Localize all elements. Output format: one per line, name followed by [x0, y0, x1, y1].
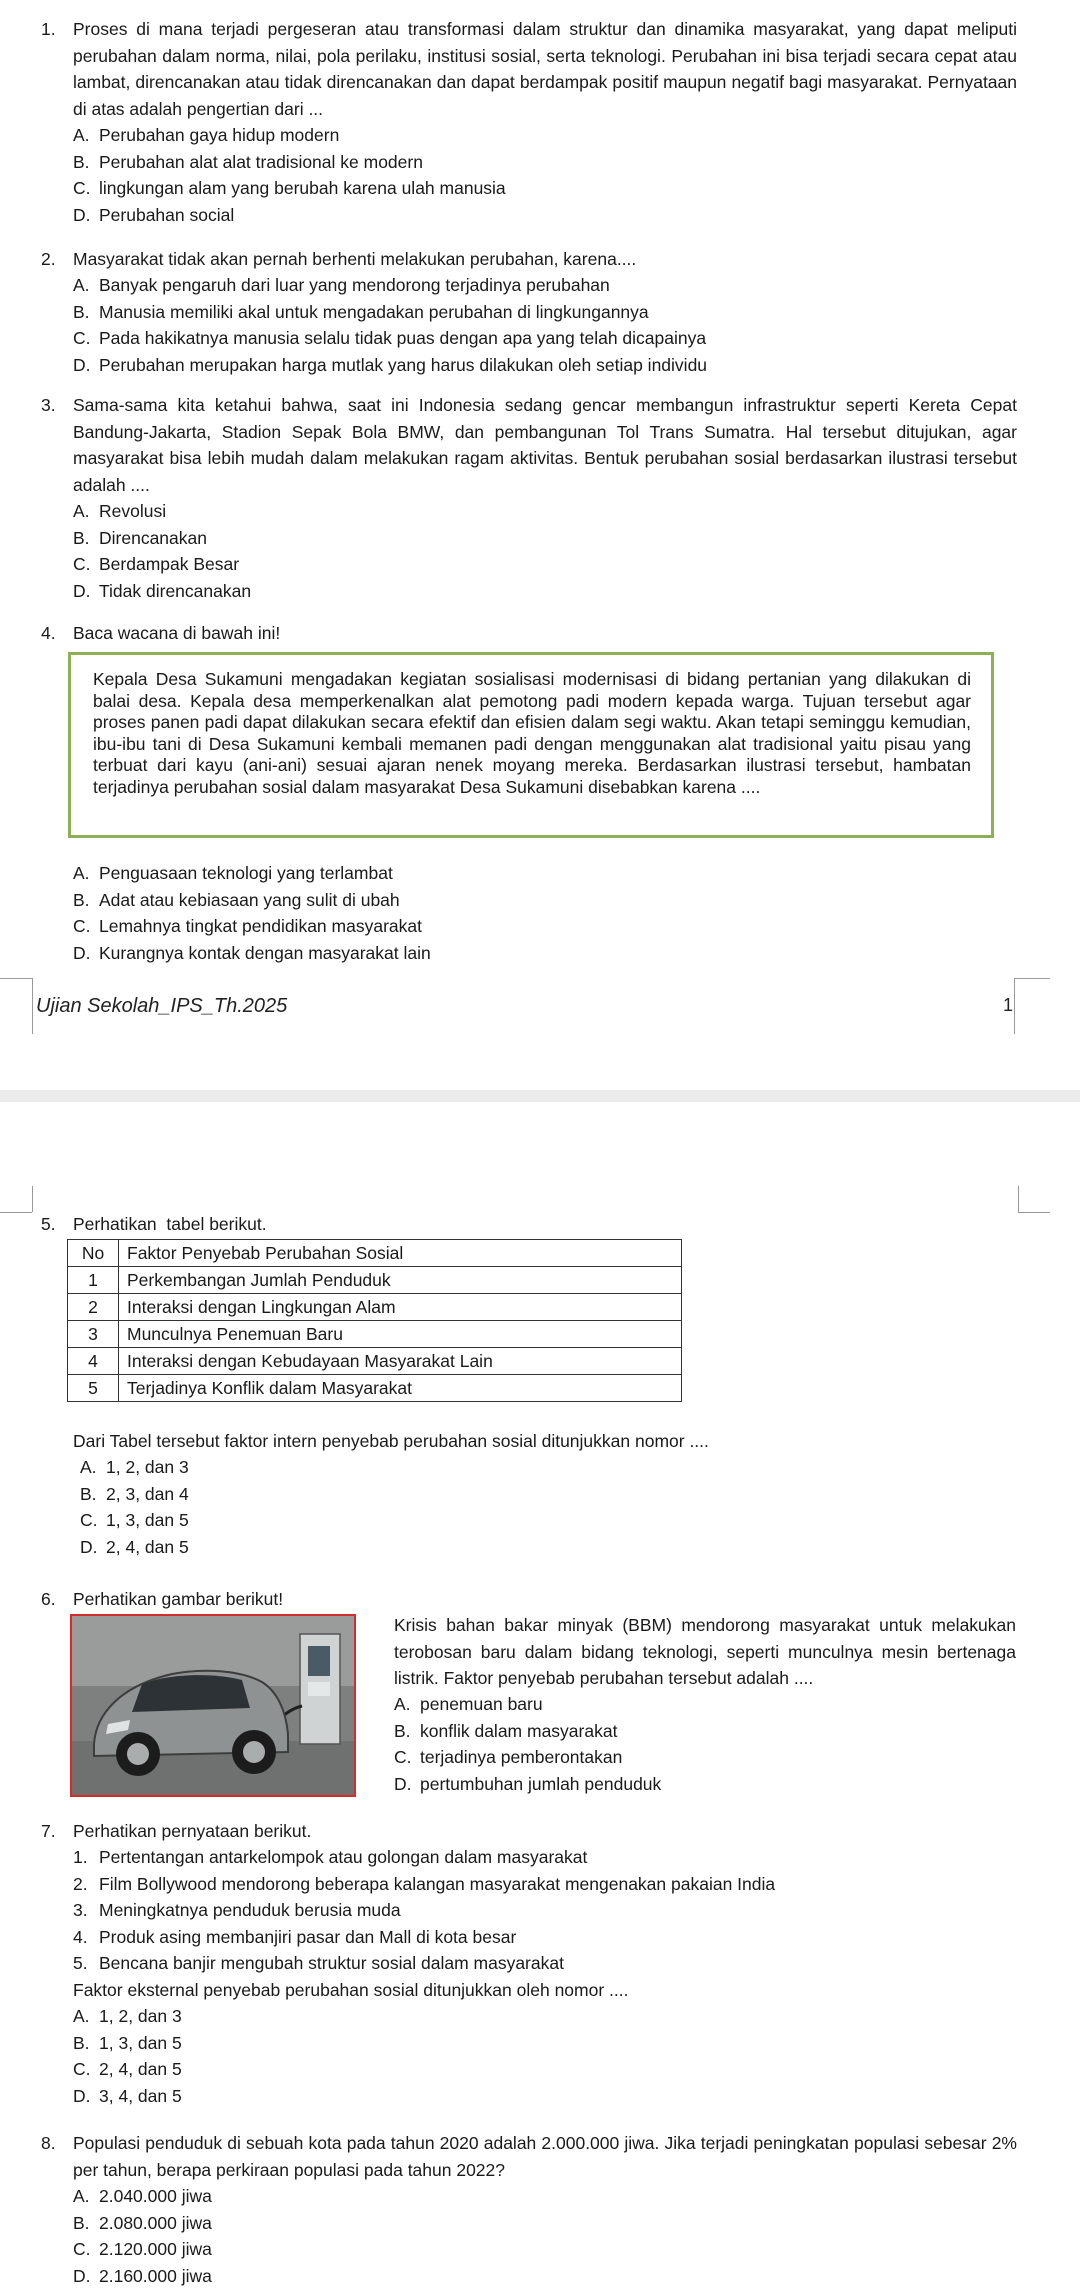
- q8-options: [73, 2183, 212, 2289]
- q4-number: 4.: [41, 623, 56, 643]
- q8-option-d[interactable]: [73, 2263, 212, 2290]
- q2-option-c[interactable]: [73, 325, 707, 352]
- q1-text: Proses di mana terjadi pergeseran atau transformasi dalam struktur dan dinamika masyarakat, yang dapat meliputi perubahan dalam norma, nilai, pola perilaku, institusi sosial, serta teknologi. Perubahan ini bisa terjadi secara cepat atau lambat, direncanakan atau tidak direncanakan dan dapat berdampak positif maupun negatif bagi masyarakat. Pernyataan di atas adalah pengertian dari ...: [73, 19, 1017, 119]
- crop-mark-top-left-vertical: [32, 1186, 33, 1212]
- q2-options: [73, 272, 707, 378]
- q8-text: Populasi penduduk di sebuah kota pada tahun 2020 adalah 2.000.000 jiwa. Jika terjadi peningkatan populasi sebesar 2% per tahun, berapa perkiraan populasi pada tahun 2022?: [73, 2133, 1017, 2180]
- q6-option-c[interactable]: [394, 1744, 661, 1771]
- option-letter: B.: [80, 1483, 97, 1504]
- option-text: Banyak pengaruh dari luar yang mendorong terjadinya perubahan: [99, 275, 610, 295]
- factor-table: [67, 1239, 682, 1402]
- option-letter: B.: [73, 2212, 90, 2233]
- option-letter: B.: [394, 1720, 411, 1741]
- q2-option-b[interactable]: [73, 299, 707, 326]
- q7-statements: [73, 1844, 775, 1977]
- q7-statement: [73, 1924, 775, 1951]
- q1-number: 1.: [41, 19, 56, 39]
- q5-option-b[interactable]: [80, 1481, 189, 1508]
- option-letter: D.: [73, 942, 91, 963]
- option-text: Perubahan social: [99, 204, 235, 225]
- q4-option-b[interactable]: [73, 887, 431, 914]
- q7-statement: [73, 1844, 775, 1871]
- q3-option-c[interactable]: [73, 551, 251, 578]
- q5-option-d[interactable]: [80, 1534, 189, 1561]
- statement-number: 3.: [73, 1900, 88, 1920]
- table-header-no: No: [68, 1240, 119, 1267]
- option-text: 3, 4, dan 5: [99, 2085, 182, 2106]
- option-text: lingkungan alam yang berubah karena ulah manusia: [99, 178, 506, 198]
- q6-option-b[interactable]: [394, 1718, 661, 1745]
- footer-title: Ujian Sekolah_IPS_Th.2025: [36, 995, 288, 1017]
- option-letter: A.: [73, 863, 90, 883]
- option-letter: C.: [73, 328, 91, 348]
- electric-car-image: [70, 1614, 356, 1797]
- q5-option-c[interactable]: [80, 1507, 189, 1534]
- q6-options: [394, 1691, 661, 1797]
- option-letter: C.: [73, 554, 91, 574]
- q7-question: Faktor eksternal penyebab perubahan sosial ditunjukkan oleh nomor ....: [73, 1980, 629, 2000]
- q6-question: Krisis bahan bakar minyak (BBM) mendorong masyarakat untuk melakukan terobosan baru dalam bidang teknologi, seperti munculnya mesin bertenaga listrik. Faktor penyebab perubahan tersebut adalah ....: [394, 1615, 1016, 1688]
- option-letter: B.: [73, 2032, 90, 2053]
- option-letter: A.: [73, 2006, 90, 2026]
- statement-text: Meningkatnya penduduk berusia muda: [99, 1900, 401, 1920]
- q2-option-a[interactable]: [73, 272, 707, 299]
- option-letter: B.: [73, 889, 90, 910]
- table-row: [68, 1375, 682, 1402]
- electric-car-illustration: [72, 1616, 354, 1795]
- option-text: 2, 4, dan 5: [99, 2059, 182, 2079]
- statement-number: 5.: [73, 1953, 88, 1973]
- statement-text: Film Bollywood mendorong beberapa kalangan masyarakat mengenakan pakaian India: [99, 1873, 776, 1894]
- option-letter: C.: [73, 2239, 91, 2259]
- option-letter: A.: [73, 125, 90, 145]
- statement-text: Bencana banjir mengubah struktur sosial dalam masyarakat: [99, 1953, 564, 1973]
- q5-question: Dari Tabel tersebut faktor intern penyebab perubahan sosial ditunjukkan nomor ....: [73, 1431, 709, 1451]
- table-cell-no: 5: [68, 1375, 119, 1402]
- option-text: Direncanakan: [99, 527, 207, 548]
- option-letter: A.: [73, 501, 90, 521]
- statement-number: 2.: [73, 1873, 88, 1894]
- option-text: 2, 3, dan 4: [106, 1483, 189, 1504]
- option-letter: D.: [73, 2085, 91, 2106]
- q3-options: [73, 498, 251, 604]
- q7-text: Perhatikan pernyataan berikut.: [73, 1821, 312, 1841]
- q1-option-c[interactable]: [73, 175, 506, 202]
- table-cell-no: 1: [68, 1267, 119, 1294]
- q4-options: [73, 860, 431, 966]
- q7-options: [73, 2003, 182, 2109]
- q4-option-c[interactable]: [73, 913, 431, 940]
- option-letter: D.: [73, 580, 91, 601]
- statement-text: Produk asing membanjiri pasar dan Mall di kota besar: [99, 1926, 517, 1947]
- q4-option-d[interactable]: [73, 940, 431, 967]
- option-text: 1, 3, dan 5: [99, 2032, 182, 2053]
- q6-option-a[interactable]: [394, 1691, 661, 1718]
- page-separator: [0, 1090, 1080, 1102]
- option-text: 1, 2, dan 3: [99, 2006, 182, 2026]
- table-cell-factor: Terjadinya Konflik dalam Masyarakat: [119, 1375, 682, 1402]
- option-text: 2.160.000 jiwa: [99, 2265, 212, 2286]
- q2-number: 2.: [41, 249, 56, 269]
- option-text: konflik dalam masyarakat: [420, 1720, 618, 1741]
- option-text: 2.040.000 jiwa: [99, 2186, 212, 2206]
- option-letter: B.: [73, 301, 90, 322]
- q4-text: Baca wacana di bawah ini!: [73, 623, 281, 643]
- q3-number: 3.: [41, 395, 56, 415]
- option-text: pertumbuhan jumlah penduduk: [420, 1773, 662, 1794]
- option-letter: C.: [73, 2059, 91, 2079]
- q3-text: Sama-sama kita ketahui bahwa, saat ini Indonesia sedang gencar membangun infrastruktur seperti Kereta Cepat Bandung-Jakarta, Stadion Sepak Bola BMW, dan pembangunan Tol Trans Sumatra. Hal tersebut ditujukan, agar masyarakat bisa lebih mudah dalam melakukan ragam aktivitas. Bentuk perubahan sosial berdasarkan ilustrasi tersebut adalah ....: [73, 395, 1017, 495]
- table-header-factor: Faktor Penyebab Perubahan Sosial: [119, 1240, 682, 1267]
- q5-number: 5.: [41, 1214, 56, 1234]
- statement-text: Pertentangan antarkelompok atau golongan dalam masyarakat: [99, 1847, 588, 1867]
- q8-option-b[interactable]: [73, 2210, 212, 2237]
- table-row: [68, 1321, 682, 1348]
- q5-options: [80, 1454, 189, 1560]
- table-row: [68, 1267, 682, 1294]
- q7-statement: [73, 1871, 775, 1898]
- option-text: Tidak direncanakan: [99, 580, 252, 601]
- table-cell-factor: Munculnya Penemuan Baru: [119, 1321, 682, 1348]
- q1-option-d[interactable]: [73, 202, 506, 229]
- option-text: Kurangnya kontak dengan masyarakat lain: [99, 942, 431, 963]
- option-text: Pada hakikatnya manusia selalu tidak puas dengan apa yang telah dicapainya: [99, 328, 707, 348]
- q8-option-c[interactable]: [73, 2236, 212, 2263]
- option-text: penemuan baru: [420, 1694, 543, 1714]
- option-text: terjadinya pemberontakan: [420, 1747, 623, 1767]
- q7-option-c[interactable]: [73, 2056, 182, 2083]
- option-letter: D.: [73, 354, 91, 375]
- option-text: 1, 3, dan 5: [106, 1510, 189, 1530]
- table-header-row: [68, 1240, 682, 1267]
- option-text: Revolusi: [99, 501, 167, 521]
- table-cell-no: 3: [68, 1321, 119, 1348]
- q7-statement: [73, 1950, 775, 1977]
- statement-number: 4.: [73, 1926, 88, 1947]
- option-letter: C.: [394, 1747, 412, 1767]
- option-letter: D.: [73, 204, 91, 225]
- footer-page-number: 1: [1003, 995, 1014, 1015]
- q6-number: 6.: [41, 1589, 56, 1609]
- option-letter: B.: [73, 151, 90, 172]
- option-letter: D.: [80, 1536, 98, 1557]
- table-cell-no: 4: [68, 1348, 119, 1375]
- crop-mark-top-right-vertical: [1018, 1186, 1019, 1212]
- q1-option-b[interactable]: [73, 149, 506, 176]
- crop-mark-top-left-horizontal: [0, 1212, 32, 1213]
- q8-option-a[interactable]: [73, 2183, 212, 2210]
- option-letter: C.: [80, 1510, 98, 1530]
- option-text: 2, 4, dan 5: [106, 1536, 189, 1557]
- table-cell-factor: Interaksi dengan Lingkungan Alam: [119, 1294, 682, 1321]
- option-text: 2.080.000 jiwa: [99, 2212, 212, 2233]
- option-text: Adat atau kebiasaan yang sulit di ubah: [99, 889, 400, 910]
- q4-passage-box: [68, 652, 994, 838]
- q8-number: 8.: [41, 2133, 56, 2153]
- option-letter: B.: [73, 527, 90, 548]
- q6-text: Perhatikan gambar berikut!: [73, 1589, 284, 1609]
- crop-mark-bottom-left-vertical: [32, 978, 33, 1034]
- option-letter: A.: [73, 275, 90, 295]
- option-letter: C.: [73, 916, 91, 936]
- table-cell-factor: Interaksi dengan Kebudayaan Masyarakat Lain: [119, 1348, 682, 1375]
- table-cell-no: 2: [68, 1294, 119, 1321]
- q7-number: 7.: [41, 1821, 56, 1841]
- option-letter: C.: [73, 178, 91, 198]
- option-text: 2.120.000 jiwa: [99, 2239, 212, 2259]
- crop-mark-bottom-right-vertical: [1014, 978, 1015, 1034]
- table-row: [68, 1348, 682, 1375]
- option-text: Lemahnya tingkat pendidikan masyarakat: [99, 916, 422, 936]
- q4-passage: Kepala Desa Sukamuni mengadakan kegiatan sosialisasi modernisasi di bidang pertanian yang dilakukan di balai desa. Kepala desa memperkenalkan alat pemotong padi modern kepada warga. Tujuan tersebut agar proses panen padi dapat dilakukan secara efektif dan efisien dalam segi waktu. Akan tetapi seminggu kemudian, ibu-ibu tani di Desa Sukamuni kembali memanen padi dengan menggunakan alat tradisional yaitu pisau yang terbuat dari kayu (ani-ani) sesuai ajaran nenek moyang mereka. Berdasarkan ilustrasi tersebut, hambatan terjadinya perubahan sosial dalam masyarakat Desa Sukamuni disebabkan karena ....: [93, 669, 971, 797]
- statement-number: 1.: [73, 1847, 88, 1867]
- q2-text: Masyarakat tidak akan pernah berhenti melakukan perubahan, karena....: [73, 249, 637, 269]
- crop-mark-bottom-left: [0, 978, 32, 979]
- option-letter: D.: [73, 2265, 91, 2286]
- option-letter: A.: [80, 1457, 97, 1477]
- q3-option-d[interactable]: [73, 578, 251, 605]
- option-text: Penguasaan teknologi yang terlambat: [99, 863, 393, 883]
- option-text: Berdampak Besar: [99, 554, 240, 574]
- q5-text: Perhatikan tabel berikut.: [73, 1214, 267, 1234]
- option-text: Perubahan gaya hidup modern: [99, 125, 340, 145]
- table-row: [68, 1294, 682, 1321]
- crop-mark-bottom-right-horizontal: [1014, 978, 1050, 979]
- option-letter: A.: [394, 1694, 411, 1714]
- table-cell-factor: Perkembangan Jumlah Penduduk: [119, 1267, 682, 1294]
- q7-option-b[interactable]: [73, 2030, 182, 2057]
- option-text: Manusia memiliki akal untuk mengadakan perubahan di lingkungannya: [99, 301, 649, 322]
- q6-option-d[interactable]: [394, 1771, 661, 1798]
- option-text: Perubahan merupakan harga mutlak yang harus dilakukan oleh setiap individu: [99, 354, 708, 375]
- q1-options: [73, 122, 506, 228]
- option-text: Perubahan alat alat tradisional ke modern: [99, 151, 423, 172]
- q5-option-a[interactable]: [80, 1454, 189, 1481]
- option-letter: A.: [73, 2186, 90, 2206]
- option-letter: D.: [394, 1773, 412, 1794]
- q1-option-a[interactable]: [73, 122, 506, 149]
- q2-option-d[interactable]: [73, 352, 707, 379]
- option-text: 1, 2, dan 3: [106, 1457, 189, 1477]
- q7-option-d[interactable]: [73, 2083, 182, 2110]
- q4-option-a[interactable]: [73, 860, 431, 887]
- q7-option-a[interactable]: [73, 2003, 182, 2030]
- q3-option-a[interactable]: [73, 498, 251, 525]
- crop-mark-top-right-horizontal: [1018, 1212, 1050, 1213]
- q3-option-b[interactable]: [73, 525, 251, 552]
- q7-statement: [73, 1897, 775, 1924]
